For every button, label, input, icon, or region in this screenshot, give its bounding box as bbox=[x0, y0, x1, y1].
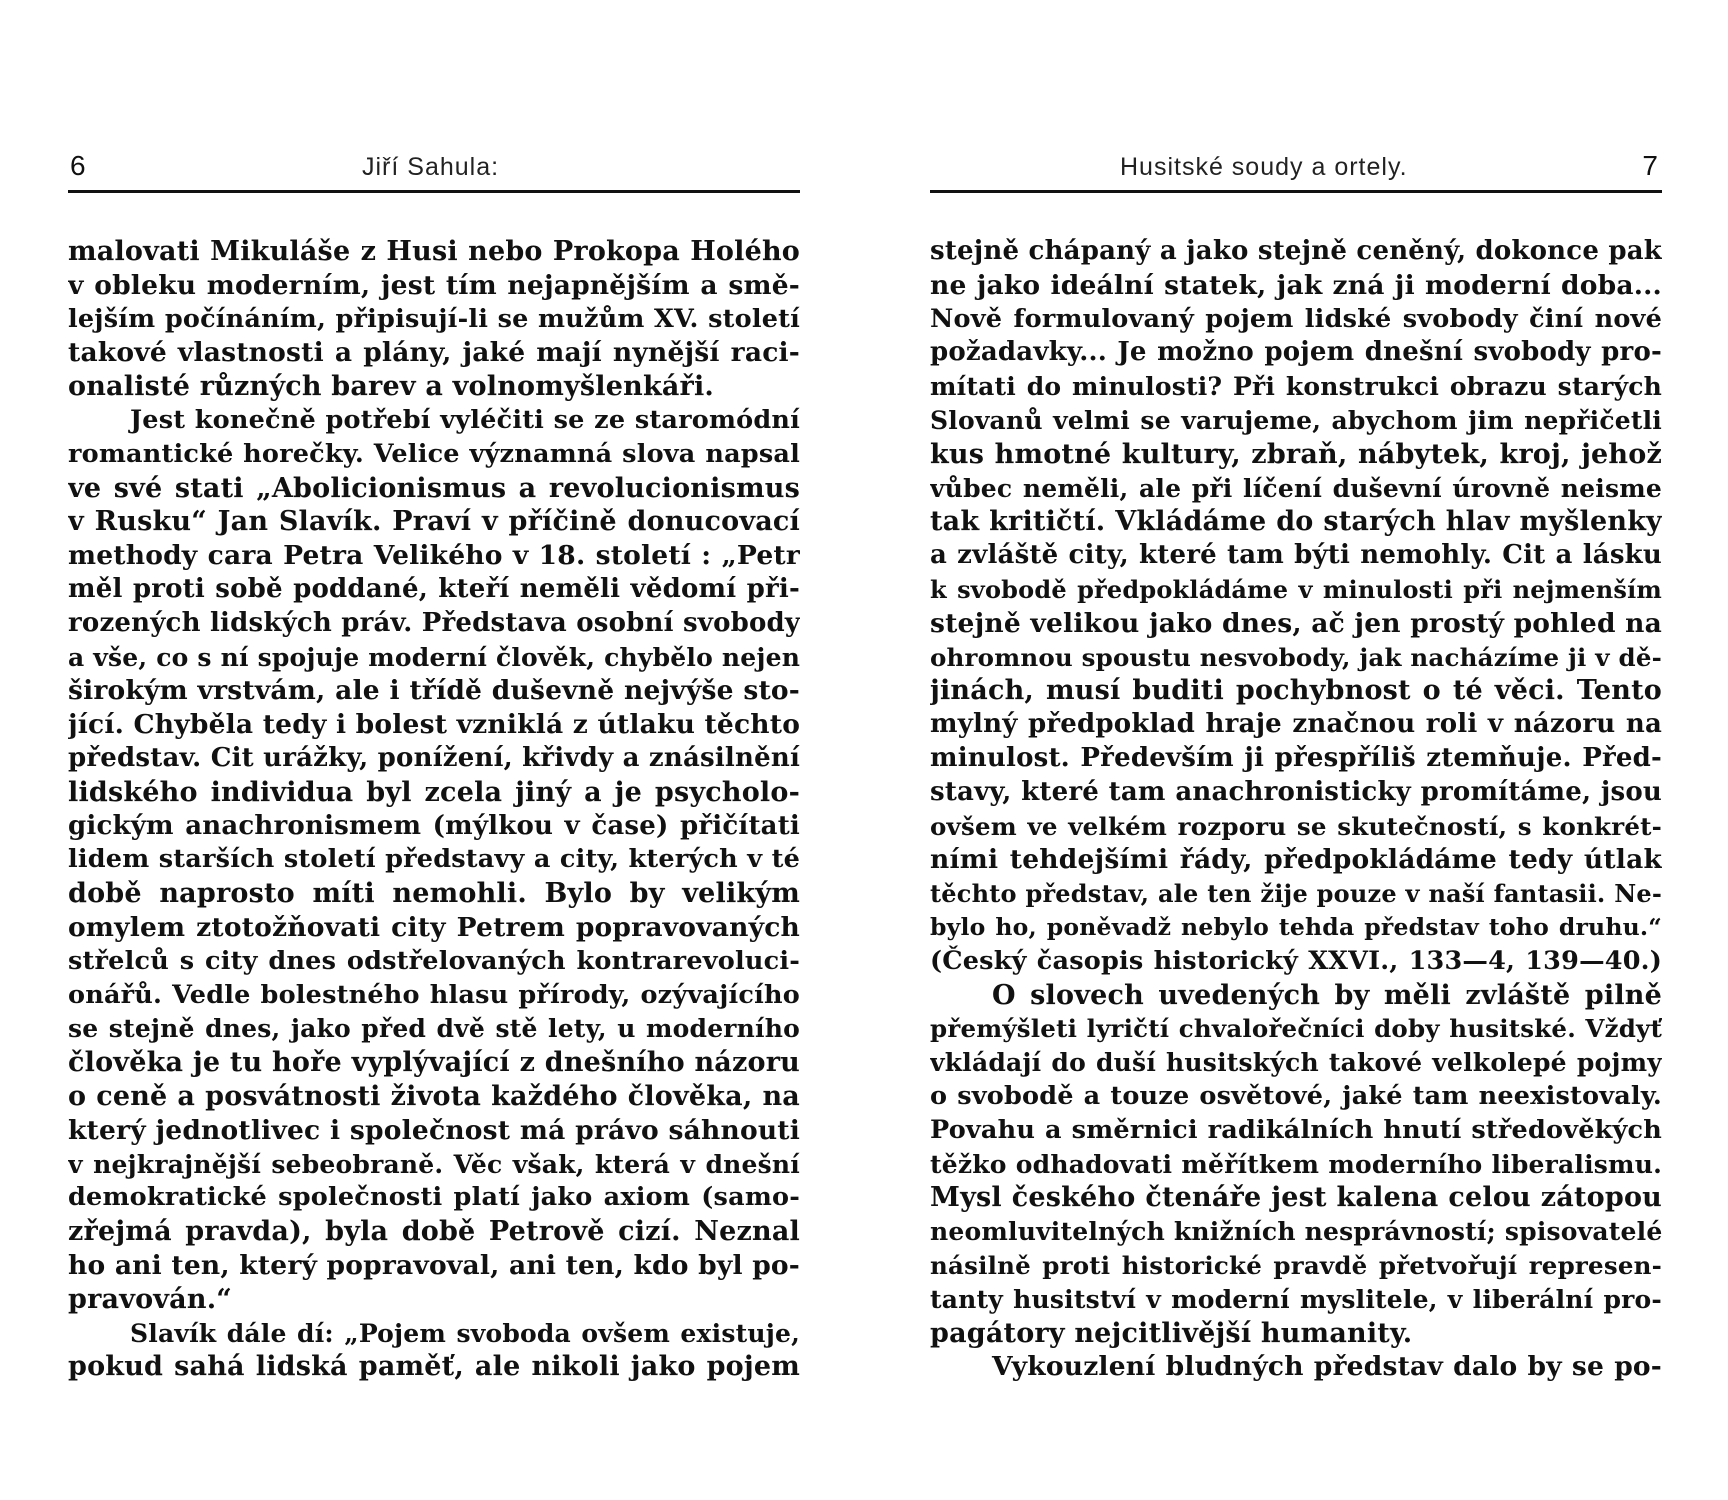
text-line: mítati do minulosti? Při konstrukci obrazu starých bbox=[930, 372, 1662, 402]
text-line: těchto představ, ale ten žije pouze v naší fantasii. Ne- bbox=[930, 879, 1662, 909]
text-line: tak kritičtí. Vkládáme do starých hlav myšlenky bbox=[930, 506, 1662, 538]
text-line: vkládají do duší husitských takové velkolepé pojmy bbox=[930, 1048, 1662, 1078]
text-line: onalisté různých barev a volnomyšlenkáři. bbox=[68, 371, 715, 403]
text-line: lidem starších století představy a city, kterých v té bbox=[68, 844, 800, 875]
text-line: a vše, co s ní spojuje moderní člověk, chybělo nejen bbox=[68, 642, 800, 672]
text-line: ohromnou spoustu nesvobody, jak nacházíme ji v dě- bbox=[930, 642, 1662, 672]
text-line: ho ani ten, který popravoval, ani ten, kdo byl po- bbox=[68, 1249, 800, 1281]
text-line: jinách, musí buditi pochybnost o té věci. Tento bbox=[930, 675, 1662, 707]
text-line: Mysl českého čtenáře jest kalena celou zátopou bbox=[930, 1182, 1662, 1214]
text-line: Povahu a směrnici radikálních hnutí středověkých bbox=[930, 1114, 1662, 1145]
text-line: k svobodě předpokládáme v minulosti při nejmenším bbox=[930, 574, 1662, 604]
text-line: lejším počínáním, připisují-li se mužům XV. století bbox=[68, 303, 800, 334]
text-line: takové vlastnosti a plány, jaké mají nynější raci- bbox=[68, 337, 800, 369]
text-line: době naprosto míti nemohli. Bylo by velikým bbox=[68, 878, 800, 910]
text-line: Nově formulovaný pojem lidské svobody činí nové bbox=[930, 303, 1662, 334]
text-line: methody cara Petra Velikého v 18. století : „Petr bbox=[68, 540, 800, 572]
text-line: rozených lidských práv. Představa osobní svobody bbox=[68, 607, 800, 638]
body-text bbox=[930, 235, 1662, 1384]
text-line: kus hmotné kultury, zbraň, nábytek, kroj, jehož bbox=[930, 438, 1662, 470]
text-line: malovati Mikuláše z Husi nebo Prokopa Holého bbox=[68, 236, 800, 267]
text-line: který jednotlivec i společnost má právo sáhnouti bbox=[68, 1114, 800, 1146]
text-line: gickým anachronismem (mýlkou v čase) přičítati bbox=[68, 810, 800, 841]
text-line: Slovanů velmi se varujeme, abychom jim nepřičetli bbox=[930, 405, 1662, 435]
text-line: onářů. Vedle bolestného hlasu přírody, ozývajícího bbox=[68, 979, 800, 1010]
left-page bbox=[68, 150, 800, 1384]
page-number: 6 bbox=[70, 150, 86, 181]
text-line: ne jako ideální statek, jak zná ji moderní doba... bbox=[930, 269, 1662, 301]
text-line: neomluvitelných knižních nesprávností; spisovatelé bbox=[930, 1217, 1662, 1247]
text-line: ními tehdejšími řády, předpokládáme tedy útlak bbox=[930, 844, 1662, 876]
text-line: širokým vrstvám, ale i třídě duševně nejvýše sto- bbox=[68, 675, 800, 707]
running-head-title: Jiří Sahula: bbox=[362, 153, 500, 181]
page-number: 7 bbox=[1642, 150, 1658, 181]
text-line: Jest konečně potřebí vyléčiti se ze staromódní bbox=[130, 404, 800, 435]
text-line: (Český časopis historický XXVI., 133—4, 139—40.) bbox=[930, 945, 1662, 976]
text-line: střelců s city dnes odstřelovaných kontrarevoluci- bbox=[68, 945, 800, 976]
running-head bbox=[930, 150, 1662, 193]
text-line: těžko odhadovati měřítkem moderního liberalismu. bbox=[930, 1149, 1662, 1179]
text-line: bylo ho, poněvadž nebylo tehda představ toho druhu.“ bbox=[930, 912, 1662, 941]
text-line: Vykouzlení bludných představ dalo by se po- bbox=[992, 1351, 1662, 1383]
text-line: se stejně dnes, jako před dvě stě lety, u moderního bbox=[68, 1014, 800, 1044]
right-page bbox=[930, 150, 1662, 1384]
text-line: stejně velikou jako dnes, ač jen prostý pohled na bbox=[930, 607, 1662, 639]
text-line: násilně proti historické pravdě přetvořují represen- bbox=[930, 1250, 1662, 1280]
body-text bbox=[68, 235, 800, 1384]
text-line: přemýšleti lyričtí chvalořečníci doby husitské. Vždyť bbox=[930, 1014, 1662, 1044]
text-line: pravován.“ bbox=[68, 1283, 233, 1315]
text-line: minulost. Především ji přespříliš ztemňuje. Před- bbox=[930, 742, 1662, 773]
text-line: O slovech uvedených by měli zvláště pilně bbox=[992, 979, 1662, 1011]
text-line: vůbec neměli, ale při líčení duševní úrovně neisme bbox=[930, 473, 1662, 503]
text-line: ve své stati „Abolicionismus a revolucionismus bbox=[68, 472, 800, 504]
text-line: člověka je tu hoře vyplývající z dnešního názoru bbox=[68, 1047, 800, 1079]
running-head-title: Husitské soudy a ortely. bbox=[1120, 153, 1408, 181]
text-line: v nejkrajnější sebeobraně. Věc však, která v dnešní bbox=[68, 1149, 800, 1179]
text-line: požadavky... Je možno pojem dnešní svobody pro- bbox=[930, 337, 1662, 368]
text-line: představ. Cit urážky, ponížení, křivdy a znásilnění bbox=[68, 742, 800, 773]
text-line: v obleku moderním, jest tím nejapnějším a smě- bbox=[68, 269, 800, 301]
text-line: zřejmá pravda), byla době Petrově cizí. Neznal bbox=[68, 1216, 800, 1248]
text-line: pokud sahá lidská paměť, ale nikoli jako pojem bbox=[68, 1351, 800, 1383]
text-line: romantické horečky. Velice významná slova napsal bbox=[68, 438, 800, 469]
text-line: Slavík dále dí: „Pojem svoboda ovšem existuje, bbox=[130, 1318, 800, 1348]
text-line: o svobodě a touze osvětové, jaké tam neexistovaly. bbox=[930, 1080, 1662, 1111]
text-line: tanty husitství v moderní myslitele, v liberální pro- bbox=[930, 1284, 1662, 1314]
text-line: měl proti sobě poddané, kteří neměli vědomí při- bbox=[68, 573, 800, 604]
text-line: mylný předpoklad hraje značnou roli v názoru na bbox=[930, 709, 1662, 740]
text-line: lidského individua byl zcela jiný a je psycholo- bbox=[68, 776, 800, 808]
text-line: omylem ztotožňovati city Petrem popravovaných bbox=[68, 911, 800, 943]
text-line: v Rusku“ Jan Slavík. Praví v příčině donucovací bbox=[68, 506, 800, 538]
text-line: a zvláště city, které tam býti nemohly. Cit a lásku bbox=[930, 540, 1662, 571]
text-line: stavy, které tam anachronisticky promítáme, jsou bbox=[930, 776, 1662, 807]
text-line: demokratické společnosti platí jako axiom (samo- bbox=[68, 1182, 800, 1213]
text-line: stejně chápaný a jako stejně ceněný, dokonce pak bbox=[930, 236, 1662, 266]
running-head bbox=[68, 150, 800, 193]
text-line: o ceně a posvátnosti života každého člověka, na bbox=[68, 1080, 800, 1112]
text-line: ovšem ve velkém rozporu se skutečností, s konkrét- bbox=[930, 811, 1662, 841]
text-line: jící. Chyběla tedy i bolest vzniklá z útlaku těchto bbox=[68, 709, 800, 741]
text-line: pagátory nejcitlivější humanity. bbox=[930, 1317, 1413, 1349]
